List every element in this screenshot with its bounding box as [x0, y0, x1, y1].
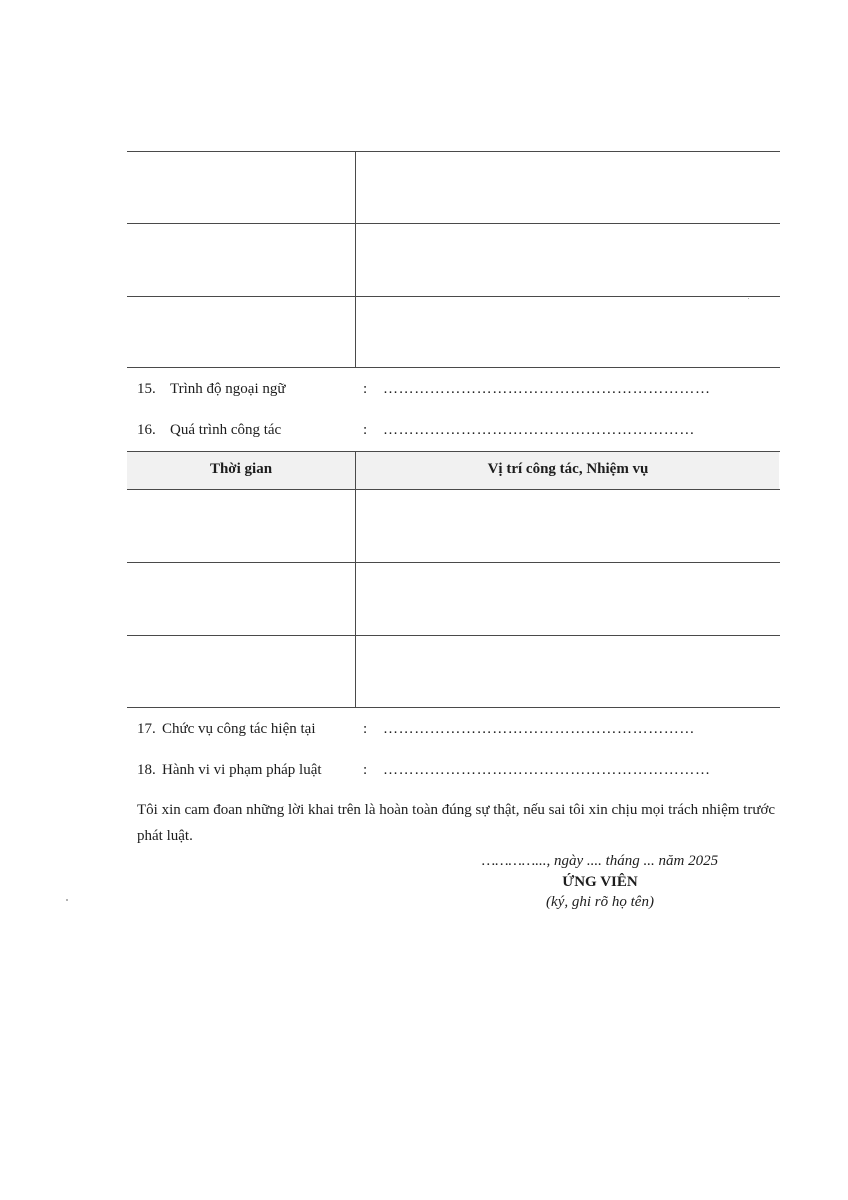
signature-date-line: …………..., ngày .... tháng ... năm 2025 [481, 853, 719, 869]
upper-table-cell[interactable] [360, 155, 776, 219]
field-number: 15. [137, 381, 156, 397]
field-label: Hành vi vi phạm pháp luật [162, 762, 322, 778]
work-table-row-rule [127, 562, 780, 563]
scan-speck [748, 298, 749, 299]
upper-table-bottom-rule [127, 367, 780, 368]
field-colon: : [363, 381, 368, 397]
upper-table-cell[interactable] [131, 300, 351, 363]
upper-table-cell[interactable] [131, 155, 351, 219]
column-header-position: Vị trí công tác, Nhiệm vụ [487, 461, 649, 477]
foreign-language-input[interactable]: ……………………………………………………… [383, 381, 711, 397]
work-table-cell-time[interactable] [131, 494, 351, 558]
work-table-row-rule [127, 635, 780, 636]
field-colon: : [363, 422, 368, 438]
work-table-cell-position[interactable] [360, 640, 776, 703]
declaration-text: Tôi xin cam đoan những lời khai trên là hoàn toàn đúng sự thật, nếu sai tôi xin chịu mọi trách nhiệm trước phát luật. [137, 802, 776, 844]
field-colon: : [363, 721, 368, 737]
field-label: Trình độ ngoại ngữ [170, 381, 286, 397]
upper-table-cell[interactable] [360, 228, 776, 292]
upper-table-top-rule [127, 151, 780, 152]
law-violations-input[interactable]: ……………………………………………………… [383, 762, 711, 778]
field-number: 18. [137, 762, 156, 778]
work-table-cell-position[interactable] [360, 494, 776, 558]
signature-note: (ký, ghi rõ họ tên) [546, 894, 654, 910]
work-table-top-rule [127, 451, 780, 452]
field-label: Quá trình công tác [170, 422, 282, 438]
field-colon: : [363, 762, 368, 778]
work-history-input[interactable]: …………………………………………………… [383, 422, 695, 438]
upper-table-row-rule [127, 296, 780, 297]
upper-table-row-rule [127, 223, 780, 224]
field-label: Chức vụ công tác hiện tại [162, 721, 316, 737]
work-table-cell-position[interactable] [360, 567, 776, 631]
current-position-input[interactable]: …………………………………………………… [383, 721, 695, 737]
upper-table-cell[interactable] [131, 228, 351, 292]
field-number: 16. [137, 422, 156, 438]
signature-title: ỨNG VIÊN [562, 874, 638, 890]
work-table-cell-time[interactable] [131, 640, 351, 703]
work-table-column-divider [355, 451, 356, 707]
scan-speck [66, 899, 68, 901]
work-table-cell-time[interactable] [131, 567, 351, 631]
column-header-time: Thời gian [209, 461, 273, 477]
upper-table-column-divider [355, 151, 356, 367]
work-table-bottom-rule [127, 707, 780, 708]
work-table-header-rule [127, 489, 780, 490]
upper-table-cell[interactable] [360, 300, 776, 363]
field-number: 17. [137, 721, 156, 737]
